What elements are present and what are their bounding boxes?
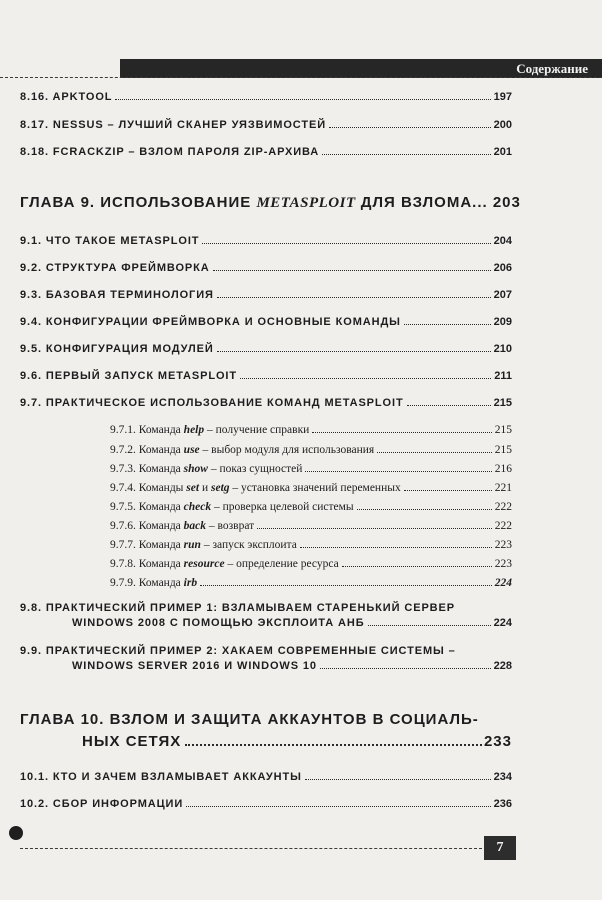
leader-dots xyxy=(305,471,491,472)
toc-entry-title: 10.1. КТО И ЗАЧЕМ ВЗЛАМЫВАЕТ АККАУНТЫ xyxy=(20,771,302,783)
leader-dots xyxy=(407,405,491,406)
toc-entry[interactable] xyxy=(20,343,512,355)
sub-desc: – получение справки xyxy=(204,424,310,436)
toc-entry-page: 215 xyxy=(493,397,512,409)
command-name: run xyxy=(183,539,201,551)
toc-entry-title: 9.6. ПЕРВЫЙ ЗАПУСК METASPLOIT xyxy=(20,370,237,382)
toc-entry[interactable] xyxy=(20,316,512,328)
toc-subentry[interactable] xyxy=(110,444,512,456)
command-name: use xyxy=(183,444,200,456)
toc-entry-page: 223 xyxy=(494,558,512,570)
toc-entry-page: 211 xyxy=(494,370,512,382)
toc-subentry[interactable] xyxy=(110,520,512,532)
header-title: Содержание xyxy=(516,61,588,76)
toc-entry-title: 8.16. APKTOOL xyxy=(20,91,113,103)
toc-subentry[interactable] xyxy=(110,539,512,551)
toc-entry-title: 9.5. КОНФИГУРАЦИЯ МОДУЛЕЙ xyxy=(20,343,214,355)
leader-dots xyxy=(185,744,482,746)
toc-entry-title: 9.2. СТРУКТУРА ФРЕЙМВОРКА xyxy=(20,262,210,274)
page-number: 7 xyxy=(496,840,504,855)
leader-dots xyxy=(404,490,492,491)
toc-entry-page: 236 xyxy=(493,798,512,810)
leader-dots xyxy=(368,625,491,626)
sub-desc: – возврат xyxy=(206,520,255,532)
command-name-2: setg xyxy=(210,482,230,494)
sub-mid: и xyxy=(199,482,211,494)
chapter-title-suffix: ДЛЯ ВЗЛОМА... xyxy=(355,194,488,211)
toc-entry-page: 222 xyxy=(494,520,512,532)
leader-dots xyxy=(305,779,491,780)
toc-entry[interactable] xyxy=(20,262,512,274)
toc-entry-page: 209 xyxy=(493,316,512,328)
leader-dots xyxy=(357,509,492,510)
toc-entry-page: 224 xyxy=(494,577,512,589)
chapter-heading-line1[interactable]: ГЛАВА 10. ВЗЛОМ И ЗАЩИТА АККАУНТОВ В СОЦИАЛЬ- xyxy=(20,711,479,728)
toc-subentry[interactable] xyxy=(110,577,512,589)
sub-prefix: 9.7.8. Команда xyxy=(110,558,184,570)
sub-prefix: 9.7.4. Команды xyxy=(110,482,187,494)
command-name: show xyxy=(183,463,208,475)
toc-entry-page: 197 xyxy=(493,91,512,103)
toc-entry-page: 204 xyxy=(493,235,512,247)
toc-entry[interactable] xyxy=(72,617,512,629)
chapter-page: 233 xyxy=(483,733,512,750)
toc-entry-page: 215 xyxy=(494,424,512,436)
sub-prefix: 9.7.9. Команда xyxy=(110,577,184,589)
sub-prefix: 9.7.2. Команда xyxy=(110,444,184,456)
toc-entry-page: 221 xyxy=(494,482,512,494)
toc-entry[interactable] xyxy=(20,798,512,810)
toc-entry[interactable] xyxy=(20,91,512,103)
page-number-box xyxy=(484,836,516,860)
toc-entry[interactable] xyxy=(20,397,512,409)
chapter-heading[interactable] xyxy=(82,733,512,750)
toc-entry-title: WINDOWS 2008 С ПОМОЩЬЮ ЭКСПЛОИТА АНБ xyxy=(72,617,365,629)
toc-subentry[interactable] xyxy=(110,558,512,570)
chapter-title: НЫХ СЕТЯХ xyxy=(82,733,182,750)
sub-desc: – проверка целевой системы xyxy=(211,501,354,513)
chapter-heading[interactable] xyxy=(20,194,521,212)
leader-dots xyxy=(300,547,492,548)
sub-prefix: 9.7.5. Команда xyxy=(110,501,184,513)
header-divider xyxy=(0,77,602,78)
toc-entry[interactable] xyxy=(20,235,512,247)
chapter-title-prefix: ГЛАВА 9. ИСПОЛЬЗОВАНИЕ xyxy=(20,194,257,211)
leader-dots xyxy=(404,324,491,325)
leader-dots xyxy=(213,270,491,271)
leader-dots xyxy=(322,154,491,155)
toc-entry-page: 200 xyxy=(493,119,512,131)
toc-entry-title: 9.1. ЧТО ТАКОЕ METASPLOIT xyxy=(20,235,200,247)
toc-entry-title: WINDOWS SERVER 2016 И WINDOWS 10 xyxy=(72,660,317,672)
running-header xyxy=(120,59,602,78)
toc-entry-page: 224 xyxy=(493,617,512,629)
footer-divider xyxy=(20,848,482,849)
sub-desc: – определение ресурса xyxy=(224,558,339,570)
toc-entry-page: 228 xyxy=(493,660,512,672)
leader-dots xyxy=(217,297,491,298)
command-name: resource xyxy=(183,558,225,570)
toc-entry[interactable] xyxy=(20,771,512,783)
toc-entry[interactable] xyxy=(20,146,512,158)
leader-dots xyxy=(329,127,491,128)
sub-desc: – выбор модуля для использования xyxy=(199,444,375,456)
toc-subentry[interactable] xyxy=(110,463,512,475)
toc-entry-title: 9.4. КОНФИГУРАЦИИ ФРЕЙМВОРКА И ОСНОВНЫЕ КОМАНДЫ xyxy=(20,316,401,328)
toc-entry-title: 9.7. ПРАКТИЧЕСКОЕ ИСПОЛЬЗОВАНИЕ КОМАНД METASPLOIT xyxy=(20,397,404,409)
sub-desc: – запуск эксплоита xyxy=(200,539,297,551)
leader-dots xyxy=(217,351,491,352)
toc-entry-page: 223 xyxy=(494,539,512,551)
toc-entry-title: 9.3. БАЗОВАЯ ТЕРМИНОЛОГИЯ xyxy=(20,289,214,301)
toc-entry-page: 210 xyxy=(493,343,512,355)
toc-entry-page: 206 xyxy=(493,262,512,274)
command-name: check xyxy=(183,501,212,513)
toc-entry-page: 215 xyxy=(494,444,512,456)
command-name: help xyxy=(183,424,205,436)
toc-entry-title: 10.2. СБОР ИНФОРМАЦИИ xyxy=(20,798,184,810)
command-name: set xyxy=(186,482,200,494)
command-name: back xyxy=(183,520,207,532)
footer-bullet xyxy=(9,826,23,840)
toc-entry[interactable] xyxy=(20,289,512,301)
leader-dots xyxy=(202,243,490,244)
leader-dots xyxy=(186,806,490,807)
toc-entry[interactable] xyxy=(20,119,512,131)
toc-entry[interactable] xyxy=(20,370,512,382)
toc-entry-line1[interactable]: 9.9. ПРАКТИЧЕСКИЙ ПРИМЕР 2: ХАКАЕМ СОВРЕМЕННЫЕ СИСТЕМЫ – xyxy=(20,645,456,657)
leader-dots xyxy=(257,528,492,529)
leader-dots xyxy=(342,566,492,567)
toc-entry-page: 222 xyxy=(494,501,512,513)
leader-dots xyxy=(320,668,491,669)
chapter-title-emphasis: METASPLOIT xyxy=(256,195,356,211)
command-name: irb xyxy=(183,577,198,589)
toc-entry-line1[interactable]: 9.8. ПРАКТИЧЕСКИЙ ПРИМЕР 1: ВЗЛАМЫВАЕМ СТАРЕНЬКИЙ СЕРВЕР xyxy=(20,602,455,614)
toc-entry[interactable] xyxy=(72,660,512,672)
toc-entry-page: 216 xyxy=(494,463,512,475)
sub-prefix: 9.7.3. Команда xyxy=(110,463,184,475)
sub-desc: – установка значений переменных xyxy=(229,482,401,494)
sub-prefix: 9.7.6. Команда xyxy=(110,520,184,532)
toc-entry-page: 234 xyxy=(493,771,512,783)
toc-subentry[interactable] xyxy=(110,501,512,513)
toc-subentry[interactable] xyxy=(110,424,512,436)
toc-entry-title: 8.18. FCRACKZIP – ВЗЛОМ ПАРОЛЯ ZIP-АРХИВА xyxy=(20,146,320,158)
toc-entry-page: 201 xyxy=(493,146,512,158)
leader-dots xyxy=(377,452,492,453)
toc-subentry[interactable] xyxy=(110,482,512,494)
leader-dots xyxy=(200,585,492,586)
chapter-page: 203 xyxy=(492,194,521,211)
toc-entry-title: 8.17. NESSUS – ЛУЧШИЙ СКАНЕР УЯЗВИМОСТЕЙ xyxy=(20,119,327,131)
sub-desc: – показ сущностей xyxy=(207,463,303,475)
sub-prefix: 9.7.7. Команда xyxy=(110,539,184,551)
leader-dots xyxy=(240,378,491,379)
toc-entry-page: 207 xyxy=(493,289,512,301)
sub-prefix: 9.7.1. Команда xyxy=(110,424,184,436)
leader-dots xyxy=(115,99,490,100)
leader-dots xyxy=(312,432,491,433)
